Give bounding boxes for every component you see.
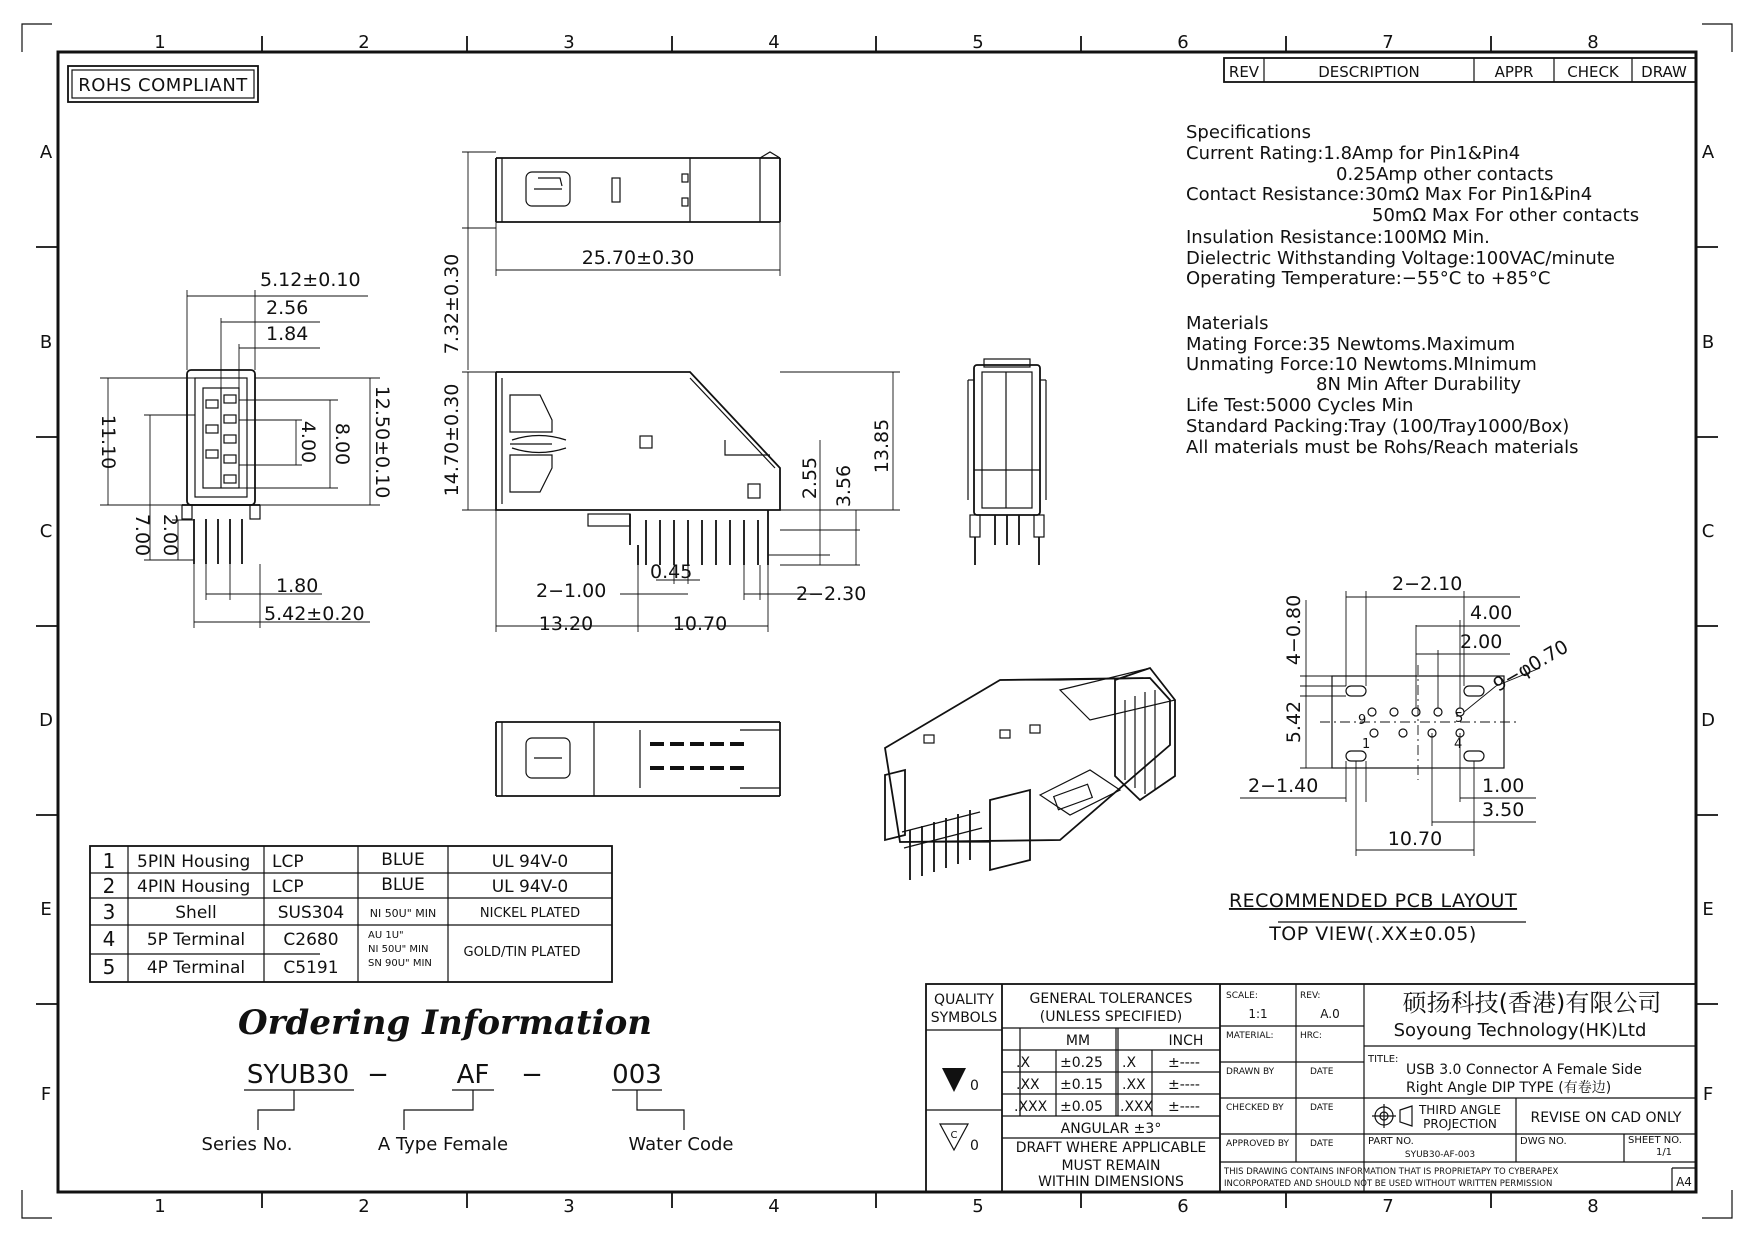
bom-plating-sn: SN 90U" MIN bbox=[368, 958, 432, 969]
draft-note: WITHIN DIMENSIONS bbox=[1038, 1174, 1184, 1190]
ordering-series-code: SYUB30 bbox=[246, 1060, 350, 1090]
ordering-water-label: Water Code bbox=[628, 1134, 734, 1155]
quality-symbols-label: SYMBOLS bbox=[930, 1010, 998, 1026]
pcb-layout-subtitle: TOP VIEW(.XX±0.05) bbox=[1269, 923, 1477, 945]
ordering-dash: − bbox=[521, 1060, 543, 1090]
tol-cell: .X bbox=[1016, 1055, 1031, 1071]
drawing-title-label: TITLE: bbox=[1368, 1054, 1399, 1065]
bom-material: SUS304 bbox=[277, 903, 345, 923]
row-label-left: E bbox=[40, 899, 52, 920]
tol-cell: .XXX bbox=[1120, 1099, 1154, 1115]
title-block bbox=[926, 984, 1696, 1192]
dim-text: 2−1.40 bbox=[1248, 775, 1319, 797]
tol-cell: .XX bbox=[1016, 1077, 1040, 1093]
dim-text: 10.70 bbox=[672, 613, 728, 635]
bom-no: 2 bbox=[102, 874, 116, 898]
materials bbox=[1186, 313, 1578, 458]
revise-note: REVISE ON CAD ONLY bbox=[1530, 1110, 1682, 1126]
checked-by-label: CHECKED BY bbox=[1226, 1103, 1284, 1113]
bom-no: 5 bbox=[102, 955, 116, 979]
dim-text: 9−φ0.70 bbox=[1489, 635, 1573, 697]
dim-text: 5.42 bbox=[1283, 700, 1305, 744]
bom-spec: NICKEL PLATED bbox=[479, 906, 581, 921]
sheet-size: A4 bbox=[1676, 1175, 1692, 1189]
drawing-title: USB 3.0 Connector A Female Side bbox=[1406, 1062, 1642, 1078]
col-label-bottom: 3 bbox=[563, 1196, 575, 1217]
row-label-left: A bbox=[39, 142, 53, 163]
dim-text: 1.80 bbox=[276, 575, 319, 597]
col-label-bottom: 7 bbox=[1382, 1196, 1394, 1217]
dim-text: 2−2.30 bbox=[796, 583, 867, 605]
sheet-no-label: SHEET NO. bbox=[1628, 1135, 1682, 1146]
material-line: All materials must be Rohs/Reach materials bbox=[1186, 437, 1579, 458]
date-label: DATE bbox=[1310, 1103, 1334, 1113]
rohs-badge-text: ROHS COMPLIANT bbox=[78, 75, 248, 96]
tol-cell: ±---- bbox=[1168, 1055, 1200, 1071]
dim-text: 8.00 bbox=[331, 422, 353, 466]
spec-line: Operating Temperature:−55°C to +85°C bbox=[1186, 268, 1551, 289]
spec-line: Contact Resistance:30mΩ Max For Pin1&Pin4 bbox=[1186, 184, 1593, 205]
bottom-view bbox=[496, 722, 780, 796]
spec-line: Dielectric Withstanding Voltage:100VAC/minute bbox=[1186, 248, 1615, 269]
tol-cell: ±0.15 bbox=[1060, 1077, 1103, 1093]
bom-rows bbox=[103, 849, 581, 979]
bom-no: 3 bbox=[102, 900, 116, 924]
bom-part: 4P Terminal bbox=[146, 958, 246, 978]
bom-material: C2680 bbox=[283, 930, 339, 950]
ordering-information bbox=[202, 1003, 734, 1155]
row-label-right: C bbox=[1701, 521, 1715, 542]
spec-line: 0.25Amp other contacts bbox=[1336, 164, 1554, 185]
bom-material: LCP bbox=[272, 852, 304, 872]
dim-text: 25.70±0.30 bbox=[581, 247, 695, 269]
dim-text: 0.45 bbox=[650, 561, 693, 583]
part-no-value: SYUB30-AF-003 bbox=[1404, 1150, 1476, 1160]
tol-cell: .X bbox=[1122, 1055, 1137, 1071]
row-label-right: A bbox=[1701, 142, 1715, 163]
row-label-right: E bbox=[1702, 899, 1714, 920]
dim-text: 4.00 bbox=[297, 420, 319, 464]
tol-cell: ±---- bbox=[1168, 1077, 1200, 1093]
bom-plating-finish: GOLD/TIN PLATED bbox=[463, 945, 581, 960]
angular-tolerance: ANGULAR ±3° bbox=[1060, 1121, 1162, 1137]
company-name-en: Soyoung Technology(HK)Ltd bbox=[1393, 1020, 1647, 1041]
projection-label: PROJECTION bbox=[1423, 1117, 1497, 1131]
dim-text: 3.56 bbox=[833, 464, 855, 508]
ordering-title: Ordering Information bbox=[238, 1003, 652, 1043]
pin-label: 4 bbox=[1454, 737, 1463, 752]
dim-text: 2.56 bbox=[266, 297, 309, 319]
col-label-top: 7 bbox=[1382, 32, 1394, 53]
draft-note: DRAFT WHERE APPLICABLE bbox=[1015, 1140, 1207, 1156]
dim-text: 13.85 bbox=[871, 418, 893, 474]
proprietary-notice: THIS DRAWING CONTAINS INFORMATION THAT IS PROPRIETAPY TO CYBERAPEX bbox=[1224, 1167, 1559, 1177]
critical-symbol-mark: 0 bbox=[970, 1078, 979, 1094]
bom-no: 1 bbox=[102, 849, 116, 873]
company-name-cn: 硕扬科技(香港)有限公司 bbox=[1402, 989, 1662, 1017]
tol-cell: .XX bbox=[1122, 1077, 1146, 1093]
ordering-type-label: A Type Female bbox=[377, 1134, 509, 1155]
spec-line: Insulation Resistance:100MΩ Min. bbox=[1186, 227, 1490, 248]
projection-label: THIRD ANGLE bbox=[1418, 1103, 1502, 1117]
col-label-top: 5 bbox=[972, 32, 984, 53]
dim-text: 1.00 bbox=[1482, 775, 1525, 797]
drawn-by-label: DRAWN BY bbox=[1226, 1067, 1275, 1077]
col-label-top: 8 bbox=[1587, 32, 1599, 53]
bom-color: NI 50U" MIN bbox=[369, 907, 437, 920]
col-label-top: 4 bbox=[768, 32, 780, 53]
dim-text: 5.42±0.20 bbox=[264, 603, 365, 625]
col-label-top: 2 bbox=[358, 32, 370, 53]
dim-text: 2.55 bbox=[799, 456, 821, 500]
appr-header: APPR bbox=[1494, 63, 1534, 81]
draw-header: DRAW bbox=[1641, 63, 1687, 81]
ordering-type-code: AF bbox=[456, 1060, 490, 1090]
rear-view bbox=[968, 359, 1046, 565]
bom-no: 4 bbox=[102, 927, 116, 951]
col-label-top: 1 bbox=[154, 32, 166, 53]
row-label-right: B bbox=[1701, 332, 1715, 353]
dim-text: 3.50 bbox=[1482, 799, 1525, 821]
revision-block bbox=[1224, 58, 1696, 82]
spec-line: 50mΩ Max For other contacts bbox=[1372, 205, 1640, 226]
row-label-right: F bbox=[1702, 1084, 1714, 1105]
proprietary-notice: INCORPORATED AND SHOULD NOT BE USED WITHOUT WRITTEN PERMISSION bbox=[1224, 1179, 1553, 1189]
description-header: DESCRIPTION bbox=[1318, 63, 1420, 81]
side-view bbox=[441, 372, 900, 635]
scale-value: 1:1 bbox=[1248, 1007, 1268, 1021]
major-symbol-mark: 0 bbox=[970, 1138, 979, 1154]
sheet-no-value: 1/1 bbox=[1655, 1147, 1673, 1158]
row-label-left: F bbox=[40, 1084, 52, 1105]
major-symbol-letter: C bbox=[950, 1130, 958, 1141]
quality-symbols-label: QUALITY bbox=[934, 992, 994, 1008]
pcb-layout bbox=[1229, 573, 1572, 945]
pin-label: 5 bbox=[1455, 711, 1464, 726]
scale-label: SCALE: bbox=[1226, 991, 1258, 1001]
dim-text: 5.12±0.10 bbox=[260, 269, 361, 291]
ordering-dash: − bbox=[367, 1060, 389, 1090]
col-label-top: 3 bbox=[563, 32, 575, 53]
dim-text: 7.00 bbox=[131, 513, 153, 557]
rohs-badge bbox=[68, 66, 258, 102]
rev-label: REV: bbox=[1300, 991, 1321, 1001]
material-label: MATERIAL: bbox=[1226, 1031, 1274, 1041]
bom-color: BLUE bbox=[381, 875, 425, 895]
critical-symbol-icon bbox=[942, 1068, 966, 1092]
material-line: Life Test:5000 Cycles Min bbox=[1186, 395, 1414, 416]
front-view bbox=[97, 269, 393, 628]
dim-text: 11.10 bbox=[97, 414, 119, 470]
row-label-left: C bbox=[39, 521, 53, 542]
col-label-bottom: 6 bbox=[1177, 1196, 1189, 1217]
bom-material: LCP bbox=[272, 877, 304, 897]
check-header: CHECK bbox=[1567, 63, 1619, 81]
tolerances-subtitle: (UNLESS SPECIFIED) bbox=[1039, 1009, 1183, 1025]
tol-cell: ±0.05 bbox=[1060, 1099, 1103, 1115]
dim-text: 2.00 bbox=[159, 513, 181, 557]
dim-text: 1.84 bbox=[266, 323, 309, 345]
dim-text: 10.70 bbox=[1387, 828, 1443, 850]
tol-cell: ±0.25 bbox=[1060, 1055, 1103, 1071]
col-label-bottom: 8 bbox=[1587, 1196, 1599, 1217]
bom-color: BLUE bbox=[381, 850, 425, 870]
dim-text: 2.00 bbox=[1460, 631, 1503, 653]
bom-part: 5P Terminal bbox=[146, 930, 246, 950]
col-label-bottom: 1 bbox=[154, 1196, 166, 1217]
col-label-top: 6 bbox=[1177, 32, 1189, 53]
third-angle-projection-icon bbox=[1372, 1104, 1412, 1128]
date-label: DATE bbox=[1310, 1139, 1334, 1149]
dim-text: 12.50±0.10 bbox=[371, 385, 393, 499]
dwg-no-label: DWG NO. bbox=[1520, 1136, 1567, 1147]
draft-note: MUST REMAIN bbox=[1061, 1158, 1161, 1174]
col-label-bottom: 4 bbox=[768, 1196, 780, 1217]
bom-part: 5PIN Housing bbox=[137, 852, 251, 872]
specifications bbox=[1186, 122, 1639, 289]
dim-text: 4.00 bbox=[1470, 602, 1513, 624]
ordering-series-label: Series No. bbox=[201, 1134, 293, 1155]
material-line: Standard Packing:Tray (100/Tray1000/Box) bbox=[1186, 416, 1570, 437]
dim-text: 14.70±0.30 bbox=[441, 383, 463, 497]
part-no-label: PART NO. bbox=[1368, 1136, 1414, 1147]
pin-label: 1 bbox=[1362, 737, 1371, 752]
bom-part: Shell bbox=[175, 903, 217, 923]
material-line: 8N Min After Durability bbox=[1316, 374, 1522, 395]
isometric-view bbox=[885, 668, 1175, 880]
row-label-right: D bbox=[1701, 710, 1715, 731]
col-label-bottom: 2 bbox=[358, 1196, 370, 1217]
top-view bbox=[441, 152, 780, 370]
bom-plating-au: AU 1U" bbox=[368, 930, 404, 941]
row-label-left: D bbox=[39, 710, 53, 731]
dim-text: 7.32±0.30 bbox=[441, 253, 463, 355]
bom-spec: UL 94V-0 bbox=[491, 852, 569, 872]
approved-by-label: APPROVED BY bbox=[1226, 1139, 1290, 1149]
rev-header: REV bbox=[1228, 63, 1260, 81]
tol-inch-header: INCH bbox=[1168, 1033, 1204, 1049]
bom-part: 4PIN Housing bbox=[137, 877, 251, 897]
tolerances-title: GENERAL TOLERANCES bbox=[1029, 991, 1193, 1007]
dim-text: 13.20 bbox=[538, 613, 594, 635]
bom-plating-ni: NI 50U" MIN bbox=[368, 944, 429, 955]
pin-label: 9 bbox=[1358, 713, 1367, 728]
bom-material: C5191 bbox=[283, 958, 339, 978]
dim-text: 2−1.00 bbox=[536, 580, 607, 602]
material-line: Unmating Force:10 Newtoms.MInimum bbox=[1186, 354, 1537, 375]
hrc-label: HRC: bbox=[1300, 1031, 1322, 1041]
bom-spec: UL 94V-0 bbox=[491, 877, 569, 897]
material-line: Materials bbox=[1186, 313, 1269, 334]
spec-line: Specifications bbox=[1186, 122, 1311, 143]
dim-text: 4−0.80 bbox=[1283, 594, 1305, 666]
col-label-bottom: 5 bbox=[972, 1196, 984, 1217]
rev-value: A.0 bbox=[1320, 1007, 1340, 1021]
tol-mm-header: MM bbox=[1065, 1033, 1091, 1049]
row-label-left: B bbox=[39, 332, 53, 353]
pcb-layout-title: RECOMMENDED PCB LAYOUT bbox=[1228, 890, 1518, 912]
tol-cell: ±---- bbox=[1168, 1099, 1200, 1115]
ordering-water-code: 003 bbox=[612, 1060, 662, 1090]
dim-text: 2−2.10 bbox=[1392, 573, 1463, 595]
drawing-title: Right Angle DIP TYPE (有卷边) bbox=[1406, 1080, 1612, 1096]
tol-cell: .XXX bbox=[1014, 1099, 1048, 1115]
date-label: DATE bbox=[1310, 1067, 1334, 1077]
spec-line: Current Rating:1.8Amp for Pin1&Pin4 bbox=[1186, 143, 1521, 164]
material-line: Mating Force:35 Newtoms.Maximum bbox=[1186, 334, 1516, 355]
